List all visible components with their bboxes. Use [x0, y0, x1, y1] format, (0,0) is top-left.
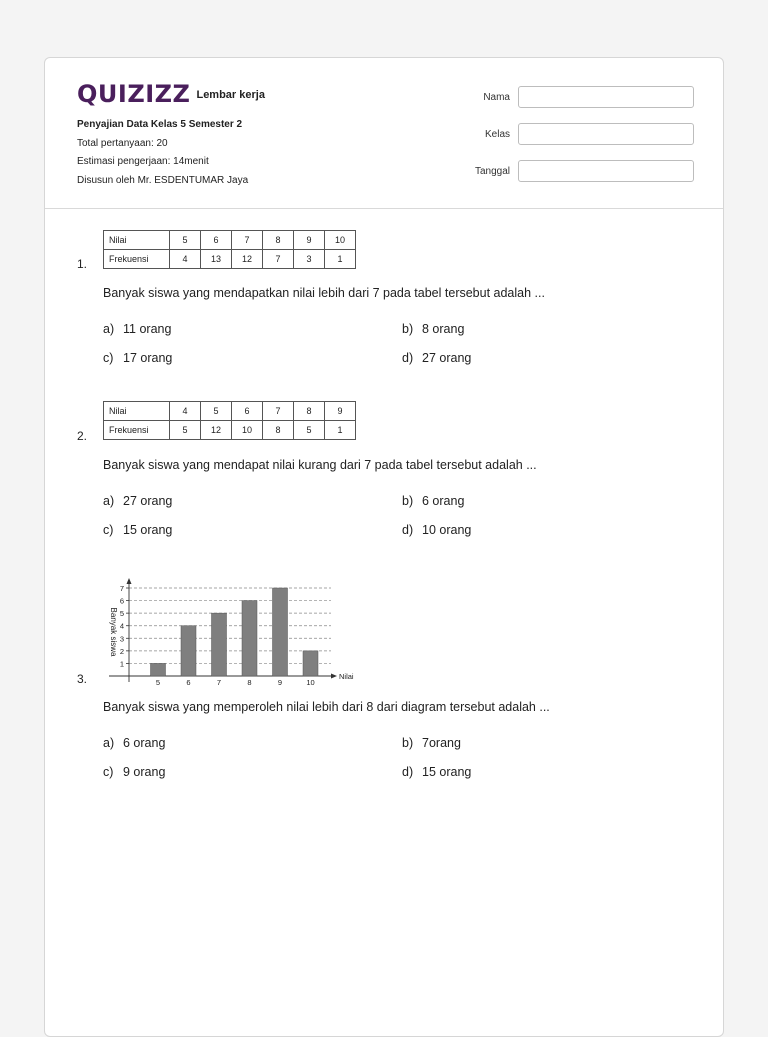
table-cell: 5 [294, 421, 325, 440]
x-tick-label: 8 [247, 678, 252, 687]
option-letter: b) [402, 736, 414, 750]
table-cell: Frekuensi [104, 250, 170, 269]
table-cell: 1 [325, 250, 356, 269]
option-b[interactable] [402, 736, 461, 750]
table-cell: 13 [201, 250, 232, 269]
x-tick-label: 10 [306, 678, 315, 687]
x-axis-label: Nilai [339, 672, 354, 681]
option-text: 15 orang [123, 523, 173, 537]
option-letter: d) [402, 765, 414, 779]
date-field [445, 160, 694, 182]
time-estimate: Estimasi pengerjaan: 14menit [77, 156, 209, 167]
table-cell: 8 [294, 402, 325, 421]
table-cell: 10 [232, 421, 263, 440]
author: Disusun oleh Mr. ESDENTUMAR Jaya [77, 174, 249, 186]
table-cell: Nilai [104, 402, 170, 421]
option-d[interactable] [402, 523, 471, 537]
option-letter: c) [103, 351, 114, 365]
option-text: 15 orang [422, 765, 472, 779]
option-b[interactable] [402, 494, 464, 508]
table-cell: 9 [325, 402, 356, 421]
y-tick-label: 2 [119, 646, 124, 656]
table-cell: 10 [325, 231, 356, 250]
worksheet-meta [77, 116, 248, 190]
table-cell: 5 [201, 402, 232, 421]
bar [181, 626, 196, 676]
option-text: 17 orang [123, 351, 173, 365]
x-tick-label: 7 [216, 678, 222, 687]
table-cell: 3 [294, 250, 325, 269]
y-tick-label: 1 [119, 659, 124, 669]
date-input[interactable] [518, 160, 694, 182]
table-cell: 6 [201, 231, 232, 250]
y-tick-label: 5 [119, 609, 124, 619]
bar-chart [101, 578, 361, 690]
x-tick-label: 9 [277, 678, 283, 687]
option-letter: c) [103, 765, 114, 779]
option-text: 6 orang [123, 736, 166, 750]
bar [242, 601, 257, 676]
option-c[interactable] [103, 523, 172, 537]
worksheet-title: Penyajian Data Kelas 5 Semester 2 [77, 119, 243, 130]
table-cell: 7 [263, 402, 294, 421]
option-letter: b) [402, 494, 414, 508]
class-label: Kelas [484, 128, 510, 140]
name-label: Nama [483, 91, 510, 103]
table-cell: Nilai [104, 231, 170, 250]
class-field [445, 123, 694, 145]
option-b[interactable] [402, 322, 464, 336]
table-cell: 8 [263, 231, 294, 250]
table-cell: 6 [232, 402, 263, 421]
question-text: Banyak siswa yang memperoleh nilai lebih dari 8 dari diagram tersebut adalah ... [103, 700, 550, 714]
option-text: 11 orang [123, 322, 172, 336]
x-tick-label: 5 [155, 678, 161, 687]
option-d[interactable] [402, 765, 471, 779]
option-a[interactable] [103, 494, 172, 508]
option-letter: a) [103, 322, 115, 336]
name-input[interactable] [518, 86, 694, 108]
option-letter: d) [402, 351, 414, 365]
table-cell: 12 [201, 421, 232, 440]
y-tick-label: 4 [119, 621, 124, 631]
option-text: 8 orang [422, 322, 465, 336]
table-cell: 4 [170, 250, 201, 269]
table-cell: 7 [263, 250, 294, 269]
y-axis-arrow [127, 578, 132, 584]
worksheet-subtitle: Lembar kerja [196, 89, 265, 101]
bar [151, 663, 166, 676]
table-row [104, 402, 356, 421]
table-cell: 7 [232, 231, 263, 250]
table-cell: 9 [294, 231, 325, 250]
table-row [104, 421, 356, 440]
x-tick-label: 6 [186, 678, 191, 687]
table-cell: 1 [325, 421, 356, 440]
table-cell: 5 [170, 421, 201, 440]
question-text: Banyak siswa yang mendapatkan nilai lebih dari 7 pada tabel tersebut adalah ... [103, 286, 545, 300]
option-letter: a) [103, 736, 115, 750]
table-cell: 5 [170, 231, 201, 250]
option-text: 27 orang [123, 494, 173, 508]
date-label: Tanggal [474, 165, 510, 177]
option-text: 10 orang [422, 523, 472, 537]
y-tick-label: 3 [119, 634, 124, 644]
option-a[interactable] [103, 322, 171, 336]
question-number: 2. [77, 429, 88, 443]
table-cell: 12 [232, 250, 263, 269]
option-letter: a) [103, 494, 115, 508]
worksheet-header [45, 58, 723, 209]
option-text: 9 orang [123, 765, 166, 779]
option-letter: b) [402, 322, 414, 336]
bar [303, 651, 318, 676]
y-axis-label: Banyak siswa [109, 607, 118, 657]
quizizz-logo: QUIZIZZ [77, 80, 191, 108]
option-text: 6 orang [422, 494, 465, 508]
q1-data-table [103, 230, 356, 269]
y-tick-label: 6 [119, 596, 124, 606]
question-number: 3. [77, 672, 88, 686]
table-cell: 8 [263, 421, 294, 440]
option-text: 27 orang [422, 351, 472, 365]
class-input[interactable] [518, 123, 694, 145]
table-row [104, 250, 356, 269]
name-field [445, 86, 694, 108]
worksheet-sheet [44, 57, 724, 1037]
total-questions: Total pertanyaan: 20 [77, 137, 168, 149]
bar [273, 588, 288, 676]
table-cell: 4 [170, 402, 201, 421]
question-number: 1. [77, 257, 88, 271]
question-text: Banyak siswa yang mendapat nilai kurang dari 7 pada tabel tersebut adalah ... [103, 458, 537, 472]
q2-data-table [103, 401, 356, 440]
y-tick-label: 7 [119, 584, 124, 593]
table-row [104, 231, 356, 250]
option-c[interactable] [103, 765, 165, 779]
option-text: 7orang [422, 736, 461, 750]
logo [77, 80, 265, 108]
option-a[interactable] [103, 736, 165, 750]
option-c[interactable] [103, 351, 172, 365]
table-cell: Frekuensi [104, 421, 170, 440]
option-d[interactable] [402, 351, 471, 365]
option-letter: c) [103, 523, 114, 537]
option-letter: d) [402, 523, 414, 537]
bar [212, 613, 227, 676]
x-axis-arrow [331, 674, 337, 679]
